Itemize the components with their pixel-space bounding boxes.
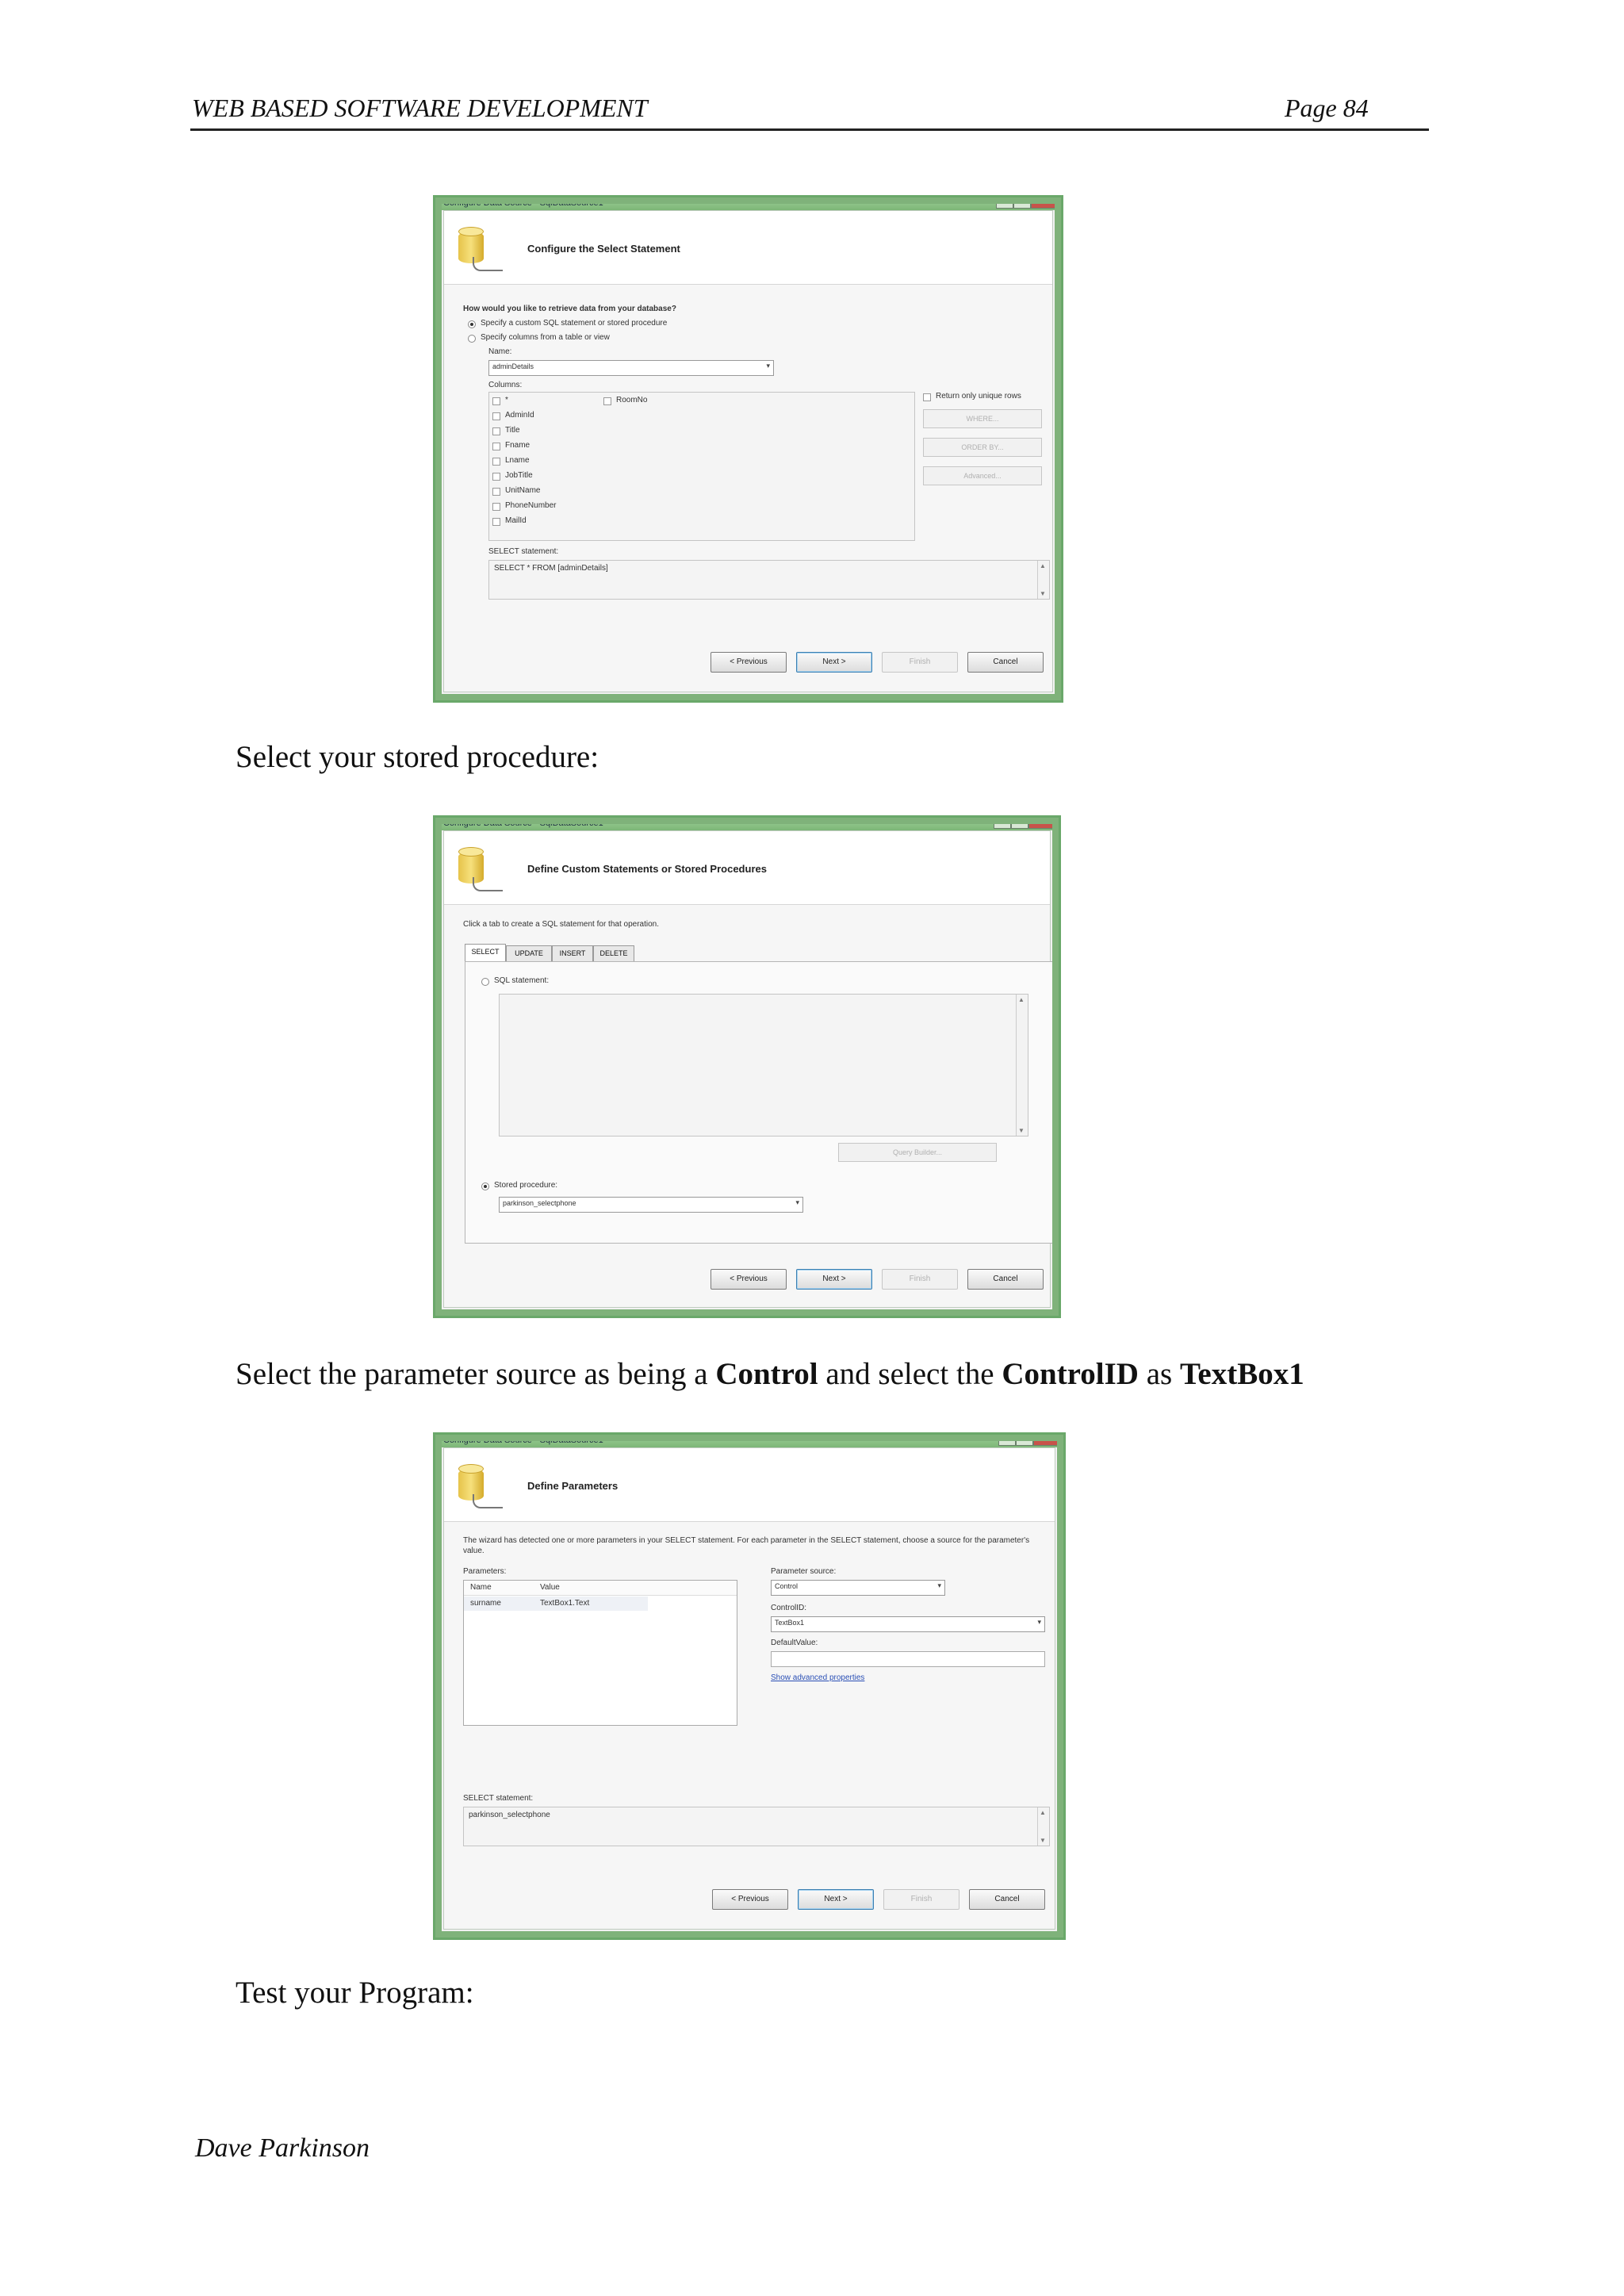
column-checkbox[interactable] <box>492 427 500 435</box>
finish-button[interactable]: Finish <box>883 1889 959 1910</box>
parameters-label: Parameters: <box>463 1567 507 1576</box>
dialog-body <box>443 210 1053 692</box>
column-checkbox[interactable] <box>492 473 500 481</box>
custom-sql-label: Specify a custom SQL statement or stored procedure <box>481 319 668 328</box>
show-advanced-properties-link[interactable]: Show advanced properties <box>771 1673 865 1682</box>
sql-statement-label: SQL statement: <box>494 976 550 985</box>
database-icon <box>458 1464 485 1501</box>
columns-radio-label: Specify columns from a table or view <box>481 333 610 342</box>
column-checkbox[interactable] <box>492 397 500 405</box>
running-header-title: WEB BASED SOFTWARE DEVELOPMENT <box>192 94 648 122</box>
column-label: MailId <box>505 516 527 525</box>
row-name: surname <box>470 1599 501 1608</box>
column-header-value: Value <box>540 1583 560 1592</box>
column-checkbox[interactable] <box>492 488 500 496</box>
bold-controlid: ControlID <box>1002 1357 1139 1391</box>
dialog-heading: Configure the Select Statement <box>527 243 680 255</box>
cancel-button[interactable]: Cancel <box>967 652 1044 673</box>
retrieve-question: How would you like to retrieve data from your database? <box>463 305 676 313</box>
previous-button[interactable]: < Previous <box>712 1889 788 1910</box>
footer-author: Dave Parkinson <box>195 2133 370 2163</box>
unique-rows-label: Return only unique rows <box>936 392 1021 401</box>
tab-instruction: Click a tab to create a SQL statement for that operation. <box>463 920 659 929</box>
column-label: AdminId <box>505 411 534 420</box>
column-checkbox[interactable] <box>603 397 611 405</box>
default-value-label: DefaultValue: <box>771 1639 818 1647</box>
scrollbar[interactable]: ▲ ▼ <box>1037 1807 1049 1846</box>
define-parameters-dialog <box>433 1432 1066 1940</box>
next-button[interactable]: Next > <box>796 652 872 673</box>
select-statement-text: parkinson_selectphone <box>469 1811 550 1819</box>
maximize-button[interactable] <box>1011 818 1028 829</box>
controlid-label: ControlID: <box>771 1604 807 1612</box>
columns-radio[interactable] <box>468 335 476 343</box>
cancel-button[interactable]: Cancel <box>967 1269 1044 1290</box>
column-checkbox[interactable] <box>492 458 500 466</box>
previous-button[interactable]: < Previous <box>710 1269 787 1290</box>
select-statement-text: SELECT * FROM [adminDetails] <box>494 564 608 573</box>
previous-button[interactable]: < Previous <box>710 652 787 673</box>
controlid-select[interactable]: TextBox1 ▾ <box>771 1616 1045 1632</box>
custom-sql-radio[interactable] <box>468 320 476 328</box>
next-button[interactable]: Next > <box>798 1889 874 1910</box>
dialog-title: Configure Data Source - SqlDataSource1 <box>443 1435 603 1445</box>
dialog-body <box>443 1447 1055 1930</box>
select-statement-box <box>463 1807 1050 1846</box>
dialog-title: Configure Data Source - SqlDataSource1 <box>443 198 603 208</box>
stored-procedure-select[interactable]: parkinson_selectphone ▾ <box>499 1197 803 1213</box>
tab-update[interactable]: UPDATE <box>506 945 552 961</box>
minimize-button[interactable] <box>998 1435 1016 1446</box>
table-row[interactable] <box>464 1596 648 1611</box>
dialog-heading: Define Custom Statements or Stored Procedures <box>527 863 767 875</box>
minimize-button[interactable] <box>994 818 1011 829</box>
dialog-titlebar <box>435 197 1061 210</box>
close-button[interactable] <box>1031 198 1058 209</box>
column-header-name: Name <box>470 1583 492 1592</box>
unique-rows-checkbox[interactable] <box>923 393 931 401</box>
column-label: Fname <box>505 441 530 450</box>
stored-procedure-label: Stored procedure: <box>494 1181 558 1190</box>
select-statement-label: SELECT statement: <box>488 547 559 556</box>
text-run: Select the parameter source as being a <box>236 1357 716 1391</box>
column-checkbox[interactable] <box>492 503 500 511</box>
column-checkbox[interactable] <box>492 443 500 450</box>
dialog-header-band <box>444 211 1052 285</box>
table-name-select[interactable]: adminDetails ▾ <box>488 360 774 376</box>
parameters-grid <box>463 1580 737 1726</box>
scrollbar[interactable]: ▲ ▼ <box>1016 995 1028 1136</box>
database-icon <box>458 847 485 884</box>
parameter-source-select[interactable]: Control ▾ <box>771 1580 945 1596</box>
tab-insert[interactable]: INSERT <box>552 945 593 961</box>
stored-procedure-radio[interactable] <box>481 1182 489 1190</box>
window-controls <box>996 198 1058 209</box>
close-button[interactable] <box>1033 1435 1060 1446</box>
paragraph-test-program: Test your Program: <box>236 1976 474 2010</box>
tab-panel <box>465 961 1053 1244</box>
select-statement-box <box>488 560 1050 600</box>
statement-tabs <box>465 945 1051 963</box>
column-checkbox[interactable] <box>492 412 500 420</box>
scrollbar[interactable]: ▲ ▼ <box>1037 561 1049 599</box>
page-number: Page 84 <box>1285 94 1369 122</box>
advanced-button[interactable]: Advanced... <box>923 466 1042 485</box>
finish-button[interactable]: Finish <box>882 652 958 673</box>
orderby-button[interactable]: ORDER BY... <box>923 438 1042 457</box>
column-label: PhoneNumber <box>505 501 557 510</box>
dialog-heading: Define Parameters <box>527 1480 619 1492</box>
cancel-button[interactable]: Cancel <box>969 1889 1045 1910</box>
where-button[interactable]: WHERE... <box>923 409 1042 428</box>
maximize-button[interactable] <box>1016 1435 1033 1446</box>
tab-delete[interactable]: DELETE <box>593 945 634 961</box>
name-label: Name: <box>488 347 512 356</box>
text-run: as <box>1138 1357 1180 1391</box>
default-value-input[interactable] <box>771 1651 1045 1667</box>
query-builder-button[interactable]: Query Builder... <box>838 1143 997 1162</box>
finish-button[interactable]: Finish <box>882 1269 958 1290</box>
row-value: TextBox1.Text <box>540 1599 590 1608</box>
column-checkbox[interactable] <box>492 518 500 526</box>
window-controls <box>998 1435 1060 1446</box>
select-statement-label: SELECT statement: <box>463 1794 534 1803</box>
columns-label: Columns: <box>488 381 523 389</box>
tab-select[interactable]: SELECT <box>465 944 506 961</box>
database-icon <box>458 227 485 263</box>
dialog-titlebar <box>435 818 1059 830</box>
column-label: Lname <box>505 456 530 465</box>
paragraph-parameter-source <box>236 1356 1304 1392</box>
dialog-header-band <box>444 831 1050 905</box>
grid-header <box>464 1581 737 1596</box>
maximize-button[interactable] <box>1013 198 1031 209</box>
dialog-titlebar <box>435 1435 1063 1447</box>
column-label: JobTitle <box>505 471 533 480</box>
column-label: RoomNo <box>616 396 648 404</box>
header-rule <box>190 128 1429 131</box>
close-button[interactable] <box>1028 818 1055 829</box>
column-label: Title <box>505 426 520 435</box>
window-controls <box>994 818 1055 829</box>
column-label: UnitName <box>505 486 541 495</box>
minimize-button[interactable] <box>996 198 1013 209</box>
sql-statement-box[interactable] <box>499 994 1028 1137</box>
dialog-header-band <box>444 1448 1055 1522</box>
parameter-source-label: Parameter source: <box>771 1567 837 1576</box>
text-run: and select the <box>818 1357 1002 1391</box>
paragraph-stored-procedure: Select your stored procedure: <box>236 740 599 774</box>
parameters-intro: The wizard has detected one or more parameters in your SELECT statement. For each parameter in the SELECT statement, choose a source for the parameter's value. <box>463 1536 1030 1555</box>
column-label: * <box>505 396 508 404</box>
dialog-title: Configure Data Source - SqlDataSource1 <box>443 818 603 828</box>
next-button[interactable]: Next > <box>796 1269 872 1290</box>
dialog-body <box>443 830 1051 1308</box>
sql-statement-radio[interactable] <box>481 978 489 986</box>
columns-list <box>488 392 915 541</box>
bold-control: Control <box>715 1357 818 1391</box>
configure-select-dialog <box>433 195 1063 703</box>
define-custom-statements-dialog <box>433 815 1061 1318</box>
bold-textbox1: TextBox1 <box>1179 1357 1304 1391</box>
